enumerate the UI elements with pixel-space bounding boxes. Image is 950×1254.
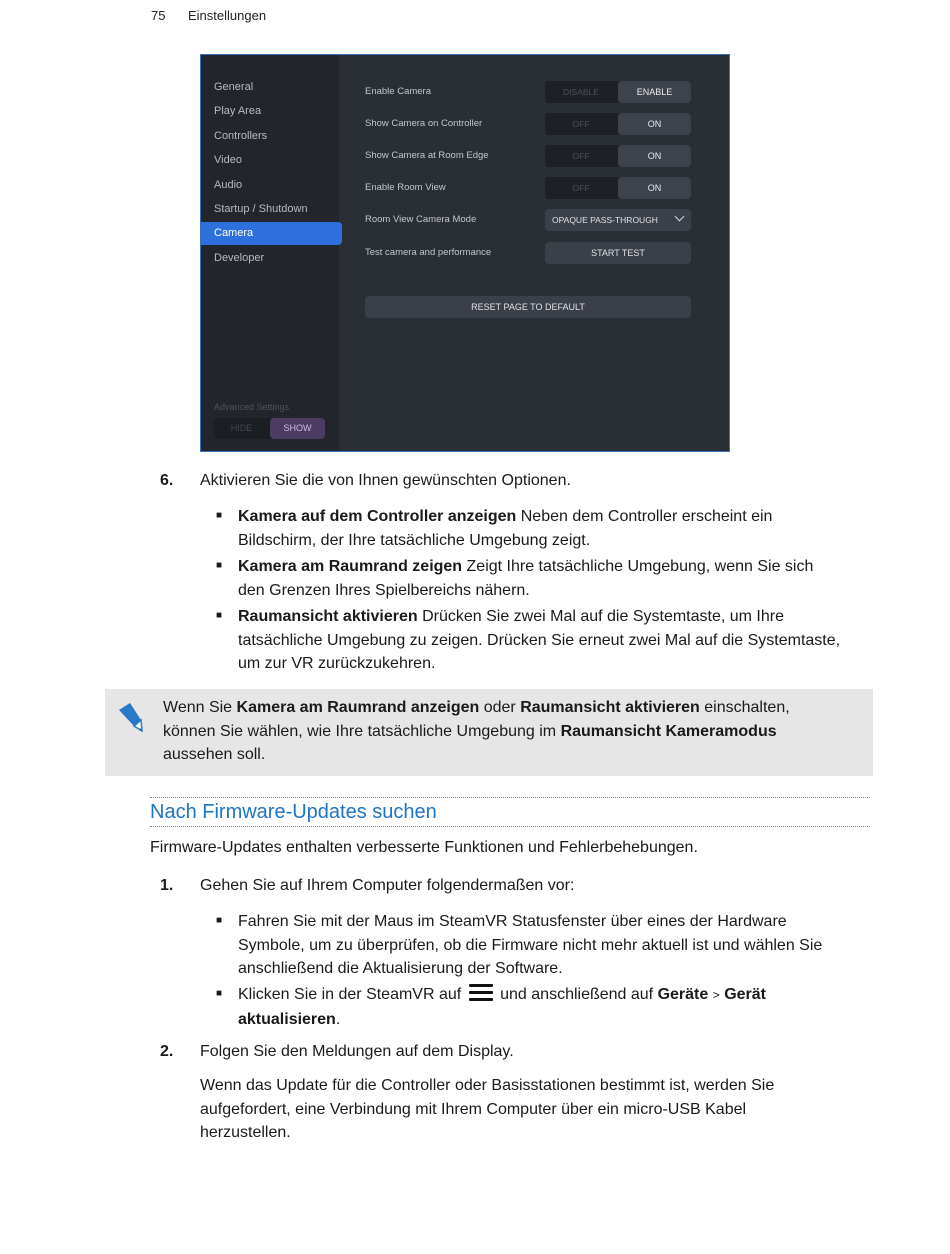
- advanced-settings-toggle[interactable]: [214, 418, 325, 439]
- note-run: können Sie wählen, wie Ihre tatsächliche Umgebung im: [163, 722, 561, 740]
- bullet-desc: Zeigt Ihre tatsächliche Umgebung, wenn Sie sich: [462, 558, 814, 575]
- bullet-desc: tatsächliche Umgebung zu zeigen. Drücken Sie erneut zwei Mal auf die Systemtaste,: [238, 631, 841, 649]
- bullet-room-view: [238, 605, 878, 676]
- toggle-on-option[interactable]: ON: [618, 145, 691, 167]
- section-divider-bottom: [150, 826, 870, 827]
- chevron-down-icon: [675, 212, 685, 222]
- enable-camera-toggle[interactable]: [545, 81, 691, 103]
- note-run: einschalten,: [699, 699, 790, 716]
- advanced-show-option[interactable]: SHOW: [270, 418, 325, 439]
- bullet-desc: Symbole, um zu überprüfen, ob die Firmware nicht mehr aktuell ist und wählen Sie: [238, 936, 823, 954]
- bullet-desc: den Grenzen Ihres Spielbereichs nähern.: [238, 581, 530, 599]
- show-camera-room-edge-label: Show Camera at Room Edge: [365, 150, 489, 161]
- settings-screenshot: [200, 54, 730, 452]
- settings-sidebar: [201, 55, 339, 451]
- step-text: Folgen Sie den Meldungen auf dem Display.: [200, 1043, 514, 1060]
- menu-path-separator: >: [712, 988, 720, 1002]
- bullet-update-device: [238, 983, 878, 1031]
- bullet-icon: ■: [216, 510, 223, 521]
- step-number: 1.: [160, 877, 174, 894]
- sidebar-item-play-area[interactable]: Play Area: [214, 105, 262, 117]
- step-text: Aktivieren Sie die von Ihnen gewünschten Optionen.: [200, 472, 571, 489]
- room-view-camera-mode-label: Room View Camera Mode: [365, 214, 477, 225]
- select-value: OPAQUE PASS-THROUGH: [552, 215, 658, 225]
- note-run: oder: [479, 699, 521, 716]
- menu-path-devices: Geräte: [657, 986, 709, 1003]
- enable-room-view-label: Enable Room View: [365, 182, 446, 193]
- toggle-off-option[interactable]: DISABLE: [563, 87, 599, 97]
- enable-camera-label: Enable Camera: [365, 86, 432, 97]
- bullet-icon: ■: [216, 560, 223, 571]
- pencil-icon: [114, 700, 144, 734]
- bullet-desc: Bildschirm, der Ihre tatsächliche Umgebung zeigt.: [238, 531, 591, 549]
- step-number: 2.: [160, 1043, 174, 1060]
- menu-path-update: aktualisieren: [238, 1010, 336, 1028]
- section-intro: Firmware-Updates enthalten verbesserte Funktionen und Fehlerbehebungen.: [150, 839, 698, 856]
- bullet-hover-status: [238, 910, 878, 981]
- toggle-on-option[interactable]: ENABLE: [618, 81, 691, 103]
- toggle-off-option[interactable]: OFF: [572, 119, 590, 129]
- page-number: 75: [151, 8, 166, 23]
- toggle-on-option[interactable]: ON: [618, 113, 691, 135]
- bullet-icon: ■: [216, 988, 223, 999]
- step-text: Gehen Sie auf Ihrem Computer folgendermaßen vor:: [200, 877, 575, 894]
- bullet-desc: .: [335, 1010, 341, 1028]
- bullet-desc: Klicken Sie in der SteamVR auf: [238, 986, 462, 1003]
- advanced-settings-label: Advanced Settings: [214, 402, 290, 412]
- toggle-on-option[interactable]: ON: [618, 177, 691, 199]
- start-test-button[interactable]: START TEST: [545, 242, 691, 264]
- detail-line: Wenn das Update für die Controller oder Basisstationen bestimmt ist, werden Sie: [200, 1077, 775, 1094]
- bullet-term: Raumansicht aktivieren: [238, 608, 418, 625]
- step-number: 6.: [160, 472, 174, 489]
- show-camera-controller-toggle[interactable]: [545, 113, 691, 135]
- test-camera-label: Test camera and performance: [365, 247, 492, 258]
- room-view-camera-mode-select[interactable]: [545, 209, 691, 231]
- sidebar-item-controllers[interactable]: Controllers: [214, 130, 268, 142]
- bullet-desc: Drücken Sie zwei Mal auf die Systemtaste, um Ihre: [417, 608, 784, 625]
- sidebar-item-camera[interactable]: [201, 222, 342, 245]
- detail-line: herzustellen.: [200, 1124, 291, 1141]
- bullet-term: Kamera am Raumrand zeigen: [238, 558, 463, 575]
- sidebar-item-developer[interactable]: Developer: [214, 252, 265, 264]
- sidebar-item-video[interactable]: Video: [214, 154, 242, 166]
- bullet-desc: Fahren Sie mit der Maus im SteamVR Statusfenster über eines der Hardware: [238, 913, 787, 930]
- sidebar-item-audio[interactable]: Audio: [214, 179, 243, 191]
- advanced-hide-option[interactable]: HIDE: [230, 423, 253, 433]
- section-divider-top: [150, 797, 870, 798]
- show-camera-controller-label: Show Camera on Controller: [365, 118, 483, 129]
- menu-path-device: Gerät: [724, 986, 766, 1003]
- toggle-off-option[interactable]: OFF: [572, 151, 590, 161]
- bullet-camera-room-edge: [238, 555, 868, 602]
- note-run: Wenn Sie: [163, 699, 237, 716]
- bullet-camera-controller: [238, 505, 868, 552]
- running-header: Einstellungen: [188, 8, 267, 23]
- step-detail: [200, 1074, 880, 1145]
- note-text: [163, 696, 863, 767]
- note-bold: Raumansicht aktivieren: [520, 699, 700, 716]
- bullet-desc: und anschließend auf: [500, 986, 658, 1003]
- sidebar-item-startup-shutdown[interactable]: Startup / Shutdown: [214, 203, 308, 215]
- bullet-desc: um zur VR zurückzukehren.: [238, 655, 436, 672]
- bullet-icon: ■: [216, 915, 223, 926]
- toggle-off-option[interactable]: OFF: [572, 183, 590, 193]
- bullet-desc: Neben dem Controller erscheint ein: [516, 508, 773, 525]
- reset-page-button[interactable]: RESET PAGE TO DEFAULT: [365, 296, 691, 318]
- bullet-desc: anschließend die Aktualisierung der Software.: [238, 960, 563, 977]
- menu-icon: [469, 984, 493, 1002]
- note-bold: Raumansicht Kameramodus: [560, 722, 777, 740]
- bullet-icon: ■: [216, 610, 223, 621]
- sidebar-item-label: Camera: [214, 227, 254, 239]
- enable-room-view-toggle[interactable]: [545, 177, 691, 199]
- bullet-term: Kamera auf dem Controller anzeigen: [238, 508, 517, 525]
- detail-line: aufgefordert, eine Verbindung mit Ihrem Computer über ein micro-USB Kabel: [200, 1100, 747, 1118]
- sidebar-item-general[interactable]: General: [214, 81, 254, 93]
- show-camera-room-edge-toggle[interactable]: [545, 145, 691, 167]
- section-title: Nach Firmware-Updates suchen: [150, 801, 437, 823]
- note-bold: Kamera am Raumrand anzeigen: [236, 699, 480, 716]
- note-run: aussehen soll.: [163, 746, 266, 763]
